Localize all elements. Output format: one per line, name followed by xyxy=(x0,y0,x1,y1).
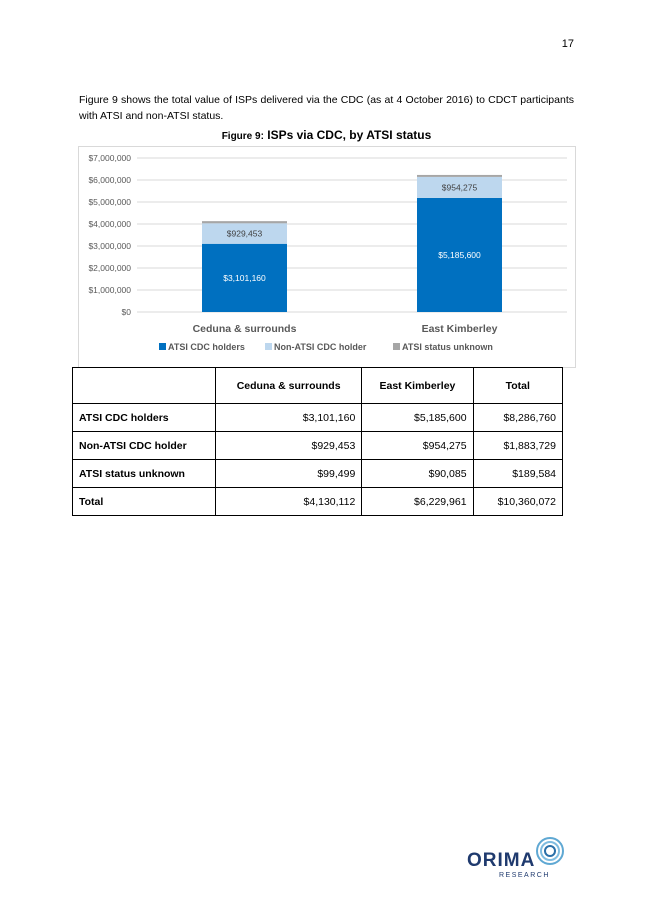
y-tick-label: $4,000,000 xyxy=(88,219,131,229)
table-row xyxy=(73,404,563,432)
row-label: ATSI status unknown xyxy=(73,460,216,488)
x-tick-label: East Kimberley xyxy=(421,323,498,335)
chart-container xyxy=(78,146,576,368)
table-header-ceduna: Ceduna & surrounds xyxy=(216,368,362,404)
table-cell: $929,453 xyxy=(216,432,362,460)
y-tick-label: $0 xyxy=(121,307,131,317)
table-row xyxy=(73,432,563,460)
table-cell: $3,101,160 xyxy=(216,404,362,432)
table-row xyxy=(73,460,563,488)
table-cell: $99,499 xyxy=(216,460,362,488)
legend-swatch xyxy=(265,343,272,350)
table-cell: $6,229,961 xyxy=(362,488,473,516)
y-tick-label: $7,000,000 xyxy=(88,153,131,163)
intro-paragraph: Figure 9 shows the total value of ISPs delivered via the CDC (as at 4 October 2016) to CDCT participants with ATSI and non-ATSI status. xyxy=(79,93,574,122)
row-label: Total xyxy=(73,488,216,516)
table-cell: $8,286,760 xyxy=(473,404,562,432)
logo-rings-icon xyxy=(535,836,565,866)
y-tick-label: $3,000,000 xyxy=(88,241,131,251)
data-table xyxy=(72,367,563,516)
table-cell: $5,185,600 xyxy=(362,404,473,432)
table-header-blank xyxy=(73,368,216,404)
data-label: $929,453 xyxy=(226,228,263,239)
table-header-total: Total xyxy=(473,368,562,404)
figure-title xyxy=(0,128,653,142)
row-label: ATSI CDC holders xyxy=(73,404,216,432)
y-tick-label: $2,000,000 xyxy=(88,263,131,273)
data-label: $954,275 xyxy=(441,182,478,193)
y-tick-label: $6,000,000 xyxy=(88,175,131,185)
table-cell: $10,360,072 xyxy=(473,488,562,516)
row-label: Non-ATSI CDC holder xyxy=(73,432,216,460)
y-tick-label: $5,000,000 xyxy=(88,197,131,207)
legend-swatch xyxy=(393,343,400,350)
table-cell: $4,130,112 xyxy=(216,488,362,516)
x-tick-label: Ceduna & surrounds xyxy=(192,323,297,335)
table-cell: $954,275 xyxy=(362,432,473,460)
table-header-row xyxy=(73,368,563,404)
stacked-bar-chart xyxy=(79,147,575,367)
data-label: $3,101,160 xyxy=(223,272,266,283)
data-label: $5,185,600 xyxy=(438,249,481,260)
orima-logo xyxy=(467,836,577,886)
legend-label: ATSI CDC holders xyxy=(168,342,245,352)
table-cell: $90,085 xyxy=(362,460,473,488)
y-tick-label: $1,000,000 xyxy=(88,285,131,295)
figure-label: Figure 9: xyxy=(221,131,264,142)
legend-label: Non-ATSI CDC holder xyxy=(274,342,367,352)
table-row xyxy=(73,488,563,516)
legend-swatch xyxy=(159,343,166,350)
table-cell: $1,883,729 xyxy=(473,432,562,460)
bar-segment xyxy=(417,175,502,177)
figure-title-text: ISPs via CDC, by ATSI status xyxy=(267,128,432,142)
table-cell: $189,584 xyxy=(473,460,562,488)
table-header-east-kimberley: East Kimberley xyxy=(362,368,473,404)
logo-subtitle: RESEARCH xyxy=(499,872,550,879)
page-number: 17 xyxy=(561,38,574,50)
bar-segment xyxy=(202,221,287,223)
legend-label: ATSI status unknown xyxy=(402,342,493,352)
logo-wordmark: ORIMA xyxy=(467,850,536,871)
